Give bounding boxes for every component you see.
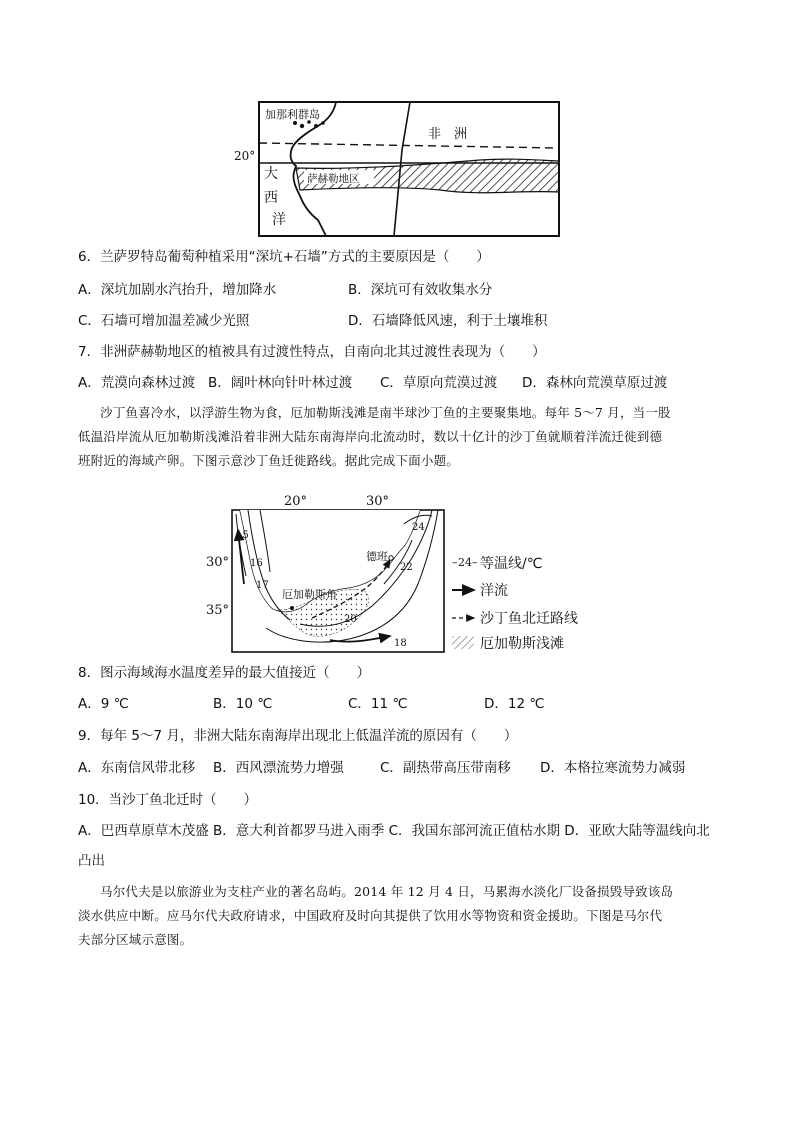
legend-current: 洋流 — [480, 583, 508, 599]
q9-stem: 9．每年 5～7 月，非洲大陆东南海岸出现北上低温洋流的原因有（ ） — [78, 728, 518, 744]
iso-16: 16 — [250, 558, 263, 569]
q8-stem: 8．图示海域海水温度差异的最大值接近（ ） — [78, 665, 371, 681]
lat-35-label: 35° — [206, 603, 230, 618]
iso-15: 15 — [236, 530, 249, 541]
sahel-label: 萨赫勒地区 — [307, 173, 360, 185]
legend-isotherm: 等温线/℃ — [480, 556, 543, 572]
q7-option-b[interactable]: B．阔叶林向针叶林过渡 — [208, 375, 353, 391]
iso-20: 20 — [344, 614, 357, 625]
q8-option-c[interactable]: C．11 ℃ — [348, 696, 408, 712]
q6-stem: 6．兰萨罗特岛葡萄种植采用“深坑+石墙”方式的主要原因是（ ） — [78, 249, 490, 265]
q9-option-d[interactable]: D．本格拉寒流势力减弱 — [540, 760, 686, 776]
lon-20-label: 20° — [284, 494, 308, 509]
legend-route: 沙丁鱼北迁路线 — [480, 611, 578, 627]
atlantic-char-1: 大 — [264, 166, 278, 182]
iso-22: 22 — [400, 562, 413, 573]
agulhas-cape-label: 厄加勒斯角 — [282, 588, 337, 601]
q9-option-c[interactable]: C．副热带高压带南移 — [380, 760, 511, 776]
lon-30-label: 30° — [366, 494, 390, 509]
durban-marker — [389, 556, 393, 560]
sahel-map — [0, 0, 794, 240]
lat-30-label: 30° — [206, 555, 230, 570]
iso-18: 18 — [394, 638, 407, 649]
q6-option-b[interactable]: B．深坑可有效收集水分 — [348, 282, 493, 298]
sardine-map — [0, 488, 794, 658]
atlantic-char-3: 洋 — [272, 212, 286, 228]
q10-options-cont: 凸出 — [78, 853, 105, 869]
q9-option-b[interactable]: B．西风漂流势力增强 — [213, 760, 344, 776]
passage-sardine — [78, 401, 728, 473]
passage-maldives-line-2: 淡水供应中断。应马尔代夫政府请求，中国政府及时向其提供了饮用水等物资和资金援助。下图是马尔代 — [78, 908, 663, 923]
q10-stem: 10．当沙丁鱼北迁时（ ） — [78, 792, 258, 808]
legend-bank: 厄加勒斯浅滩 — [480, 636, 564, 652]
q7-option-d[interactable]: D．森林向荒漠草原过渡 — [522, 375, 668, 391]
q7-option-c[interactable]: C．草原向荒漠过渡 — [380, 375, 498, 391]
legend-isotherm-value: 24 — [458, 556, 472, 569]
canary-label: 加那利群岛 — [265, 108, 320, 121]
q6-option-d[interactable]: D．石墙降低风速，利于土壤堆积 — [348, 313, 548, 329]
q8-option-b[interactable]: B．10 ℃ — [213, 696, 273, 712]
svg-text:–: – — [452, 556, 458, 569]
q8-option-d[interactable]: D．12 ℃ — [484, 696, 545, 712]
q8-option-a[interactable]: A．9 ℃ — [78, 696, 129, 712]
svg-text:–: – — [472, 556, 478, 569]
q6-option-a[interactable]: A．深坑加剧水汽抬升，增加降水 — [78, 282, 277, 298]
latitude-20-line — [259, 143, 559, 148]
passage-maldives-line-3: 夫部分区域示意图。 — [78, 932, 193, 947]
passage-sardine-line-1: 沙丁鱼喜冷水，以浮游生物为食，厄加勒斯浅滩是南半球沙丁鱼的主要聚集地。每年 5～7 月，当一股 — [100, 405, 671, 420]
africa-label: 非 洲 — [428, 127, 468, 142]
passage-maldives-line-1: 马尔代夫是以旅游业为支柱产业的著名岛屿。2014 年 12 月 4 日，马累海水淡化厂设备损毁导致该岛 — [100, 884, 674, 899]
passage-maldives — [78, 880, 728, 952]
atlantic-char-2: 西 — [264, 190, 278, 206]
passage-sardine-line-2: 低温沿岸流从厄加勒斯浅滩沿着非洲大陆东南海岸向北流动时，数以十亿计的沙丁鱼就顺着洋流迁徙到德 — [78, 429, 663, 444]
iso-17: 17 — [256, 580, 269, 591]
cape-agulhas-marker — [290, 606, 294, 610]
iso-24: 24 — [412, 522, 425, 533]
map2-legend — [452, 555, 578, 652]
q7-option-a[interactable]: A．荒漠向森林过渡 — [78, 375, 196, 391]
passage-sardine-line-3: 班附近的海域产卵。下图示意沙丁鱼迁徙路线。据此完成下面小题。 — [78, 453, 460, 468]
lat-20-label: 20° — [234, 149, 256, 163]
q7-stem: 7．非洲萨赫勒地区的植被具有过渡性特点，自南向北其过渡性表现为（ ） — [78, 344, 546, 360]
agulhas-current — [330, 636, 390, 642]
q9-option-a[interactable]: A．东南信风带北移 — [78, 760, 196, 776]
durban-label: 德班 — [366, 550, 388, 563]
q6-option-c[interactable]: C．石墙可增加温差减少光照 — [78, 313, 250, 329]
q10-options[interactable]: A．巴西草原草木茂盛 B．意大利首都罗马进入雨季 C．我国东部河流正值枯水期 D．亚欧大陆等温线向北 — [78, 823, 710, 839]
